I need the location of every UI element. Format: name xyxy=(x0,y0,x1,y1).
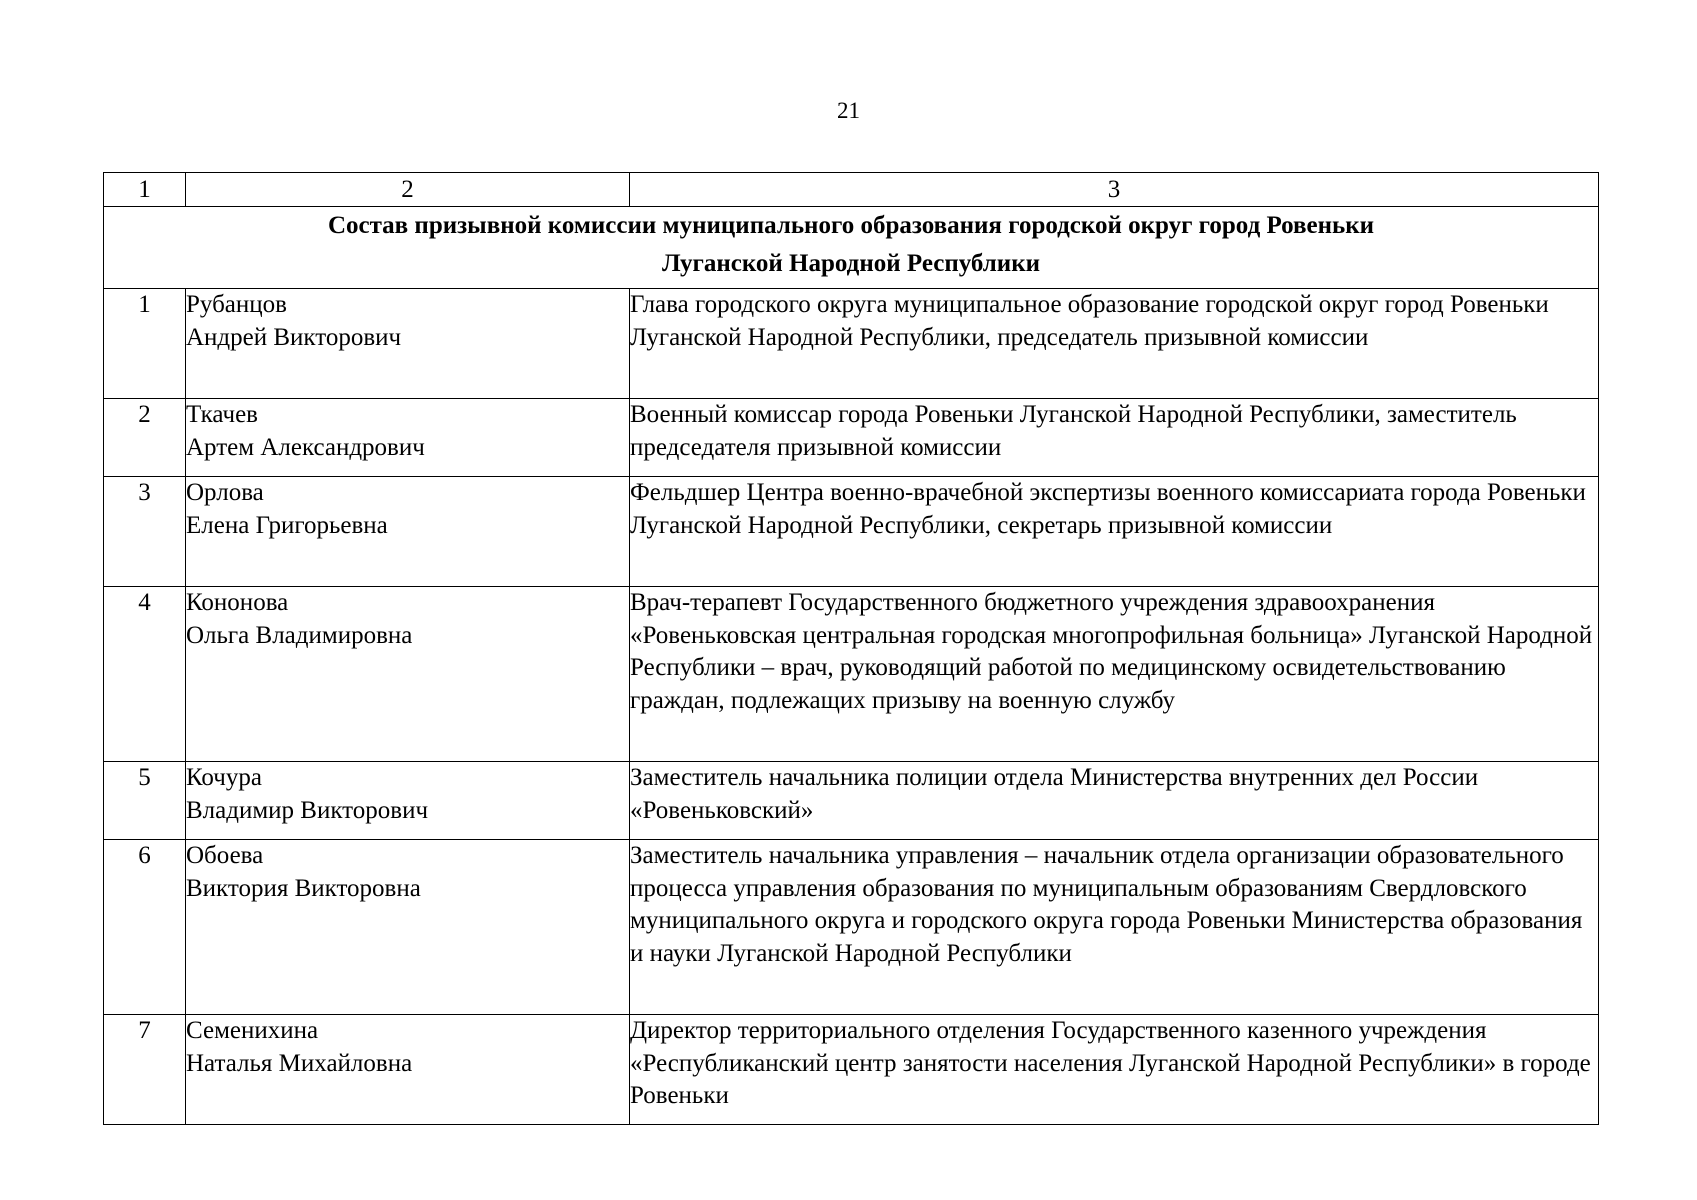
table-title-line-2: Луганской Народной Республики xyxy=(661,250,1041,277)
member-surname: Кононова xyxy=(186,589,289,616)
table-title-row xyxy=(104,207,1599,289)
row-number: 4 xyxy=(104,587,186,762)
commission-table xyxy=(103,172,1599,1125)
member-given-names: Артем Александрович xyxy=(186,433,425,461)
member-surname: Обоева xyxy=(186,842,264,869)
member-given-names: Наталья Михайловна xyxy=(186,1049,413,1077)
member-name xyxy=(186,399,630,477)
row-number: 5 xyxy=(104,762,186,840)
member-position: Директор территориального отделения Государственного казенного учреждения «Республиканский центр занятости населения Луганской Народной Республики» в городе Ровеньки xyxy=(630,1015,1599,1125)
page-number: 21 xyxy=(837,98,860,123)
table-row xyxy=(104,477,1599,587)
table-row xyxy=(104,587,1599,762)
member-surname: Рубанцов xyxy=(186,291,287,318)
member-name xyxy=(186,840,630,1015)
row-number: 3 xyxy=(104,477,186,587)
member-name xyxy=(186,1015,630,1125)
member-given-names: Ольга Владимировна xyxy=(186,621,413,649)
table-row xyxy=(104,840,1599,1015)
member-name xyxy=(186,477,630,587)
member-position: Фельдшер Центра военно-врачебной экспертизы военного комиссариата города Ровеньки Луганской Народной Республики, секретарь призывной комиссии xyxy=(630,477,1599,587)
table-row xyxy=(104,1015,1599,1125)
member-position: Военный комиссар города Ровеньки Луганской Народной Республики, заместитель председателя призывной комиссии xyxy=(630,399,1599,477)
table-row xyxy=(104,289,1599,399)
member-given-names: Елена Григорьевна xyxy=(186,511,388,539)
table-title xyxy=(104,207,1599,289)
row-number: 1 xyxy=(104,289,186,399)
member-position: Заместитель начальника полиции отдела Министерства внутренних дел России «Ровеньковский» xyxy=(630,762,1599,840)
member-surname: Орлова xyxy=(186,479,264,506)
member-position: Глава городского округа муниципальное образование городской округ город Ровеньки Луганской Народной Республики, председатель призывной комиссии xyxy=(630,289,1599,399)
member-given-names: Виктория Викторовна xyxy=(186,874,421,902)
column-number-1: 1 xyxy=(104,173,186,207)
member-surname: Семенихина xyxy=(186,1017,319,1044)
member-name xyxy=(186,762,630,840)
member-surname: Ткачев xyxy=(186,401,258,428)
row-number: 6 xyxy=(104,840,186,1015)
member-name xyxy=(186,587,630,762)
member-surname: Кочура xyxy=(186,764,262,791)
member-position: Врач-терапевт Государственного бюджетного учреждения здравоохранения «Ровеньковская центральная городская многопрофильная больница» Луганской Народной Республики – врач, руководящий работой по медицинскому освидетельствованию граждан, подлежащих призыву на военную службу xyxy=(630,587,1599,762)
table-row xyxy=(104,399,1599,477)
column-number-2: 2 xyxy=(186,173,630,207)
member-name xyxy=(186,289,630,399)
table-row xyxy=(104,762,1599,840)
member-given-names: Андрей Викторович xyxy=(186,323,402,351)
member-given-names: Владимир Викторович xyxy=(186,796,429,824)
column-number-row xyxy=(104,173,1599,207)
member-position: Заместитель начальника управления – начальник отдела организации образовательного процесса управления образования по муниципальным образованиям Свердловского муниципального округа и городского округа города Ровеньки Министерства образования и науки Луганской Народной Республики xyxy=(630,840,1599,1015)
table-title-line-1: Состав призывной комиссии муниципального образования городской округ город Ровеньки xyxy=(327,212,1375,239)
row-number: 2 xyxy=(104,399,186,477)
column-number-3: 3 xyxy=(630,173,1599,207)
row-number: 7 xyxy=(104,1015,186,1125)
